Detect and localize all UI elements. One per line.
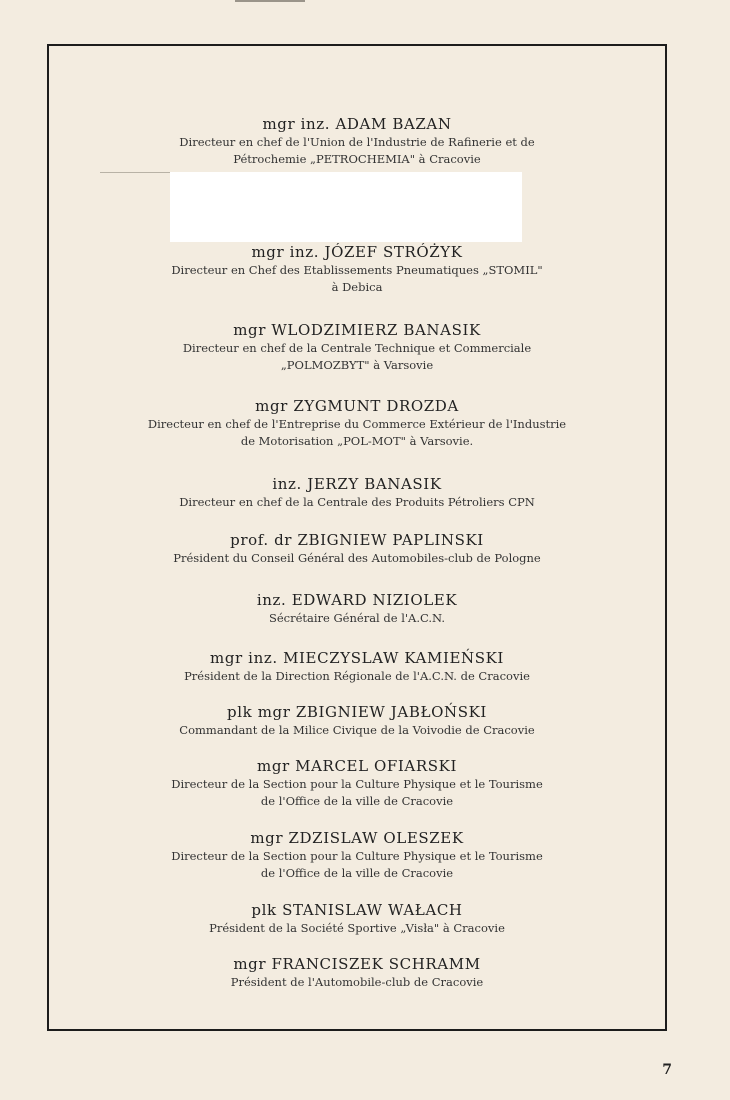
entry-title-line: à Debica [331,280,383,294]
entry-name: mgr MARCEL OFIARSKI [257,757,457,775]
entry-jablonski [49,702,665,739]
entry-niziolek [49,590,665,627]
entry-schramm [49,954,665,991]
entry-title-line: „POLMOZBYT" à Varsovie [280,358,434,372]
entry-name: mgr ZDZISLAW OLESZEK [250,829,464,847]
entry-title-line: de l'Office de la ville de Cracovie [260,866,454,880]
entry-name: mgr WLODZIMIERZ BANASIK [233,321,481,339]
entry-walach [49,900,665,937]
entry-title-line: Directeur en chef de la Centrale des Produits Pétroliers CPN [179,495,535,509]
entry-oleszek [49,828,665,882]
redacted-area [170,172,522,242]
entry-name: mgr ZYGMUNT DROZDA [255,397,459,415]
entry-title-line: Directeur en chef de la Centrale Technique et Commerciale [182,341,532,355]
entry-title-line: Pétrochemie „PETROCHEMIA" à Cracovie [233,152,481,166]
entry-name: mgr inz. ADAM BAZAN [262,115,452,133]
entry-name: inz. JERZY BANASIK [272,475,442,493]
entry-banasik-j [49,474,665,511]
entry-ofiarski [49,756,665,810]
entry-bazan [49,114,665,168]
entry-title-line: Commandant de la Milice Civique de la Voivodie de Cracovie [179,723,535,737]
entry-banasik-w [49,320,665,374]
entry-title-line: Président de la Direction Régionale de l'A.C.N. de Cracovie [184,669,530,683]
entry-title-line: de l'Office de la ville de Cracovie [260,794,454,808]
entry-title-line: Président de l'Automobile-club de Cracovie [230,975,484,989]
entry-title-line: Directeur de la Section pour la Culture Physique et le Tourisme [171,849,543,863]
entry-title-line: Sécrétaire Général de l'A.C.N. [268,611,446,625]
entry-title-line: Président du Conseil Général des Automobiles-club de Pologne [173,551,541,565]
ink-smudge [100,172,170,173]
entry-title-line: Président de la Société Sportive „Visła" à Cracovie [209,921,505,935]
entry-strozyk [49,242,665,296]
page-number: 7 [662,1062,672,1078]
entry-title-line: de Motorisation „POL-MOT" à Varsovie. [240,434,474,448]
entry-title-line: Directeur en Chef des Etablissements Pneumatiques „STOMIL" [171,263,543,277]
entry-name: mgr FRANCISZEK SCHRAMM [233,955,481,973]
entry-title-line: Directeur de la Section pour la Culture Physique et le Tourisme [171,777,543,791]
entry-title-line: Directeur en chef de l'Union de l'Industrie de Rafinerie et de [179,135,535,149]
entry-kamienski [49,648,665,685]
entry-name: inz. EDWARD NIZIOLEK [256,591,458,609]
entry-name: mgr inz. JÓZEF STRÓŻYK [251,243,463,261]
entry-drozda [49,396,665,450]
entry-name: plk mgr ZBIGNIEW JABŁOŃSKI [227,703,487,721]
entry-name: plk STANISLAW WAŁACH [251,901,463,919]
entry-paplinski [49,530,665,567]
entry-title-line: Directeur en chef de l'Entreprise du Commerce Extérieur de l'Industrie [147,417,567,431]
top-edge-mark [235,0,305,2]
entry-name: mgr inz. MIECZYSLAW KAMIEŃSKI [210,649,504,667]
entry-name: prof. dr ZBIGNIEW PAPLINSKI [230,531,484,549]
